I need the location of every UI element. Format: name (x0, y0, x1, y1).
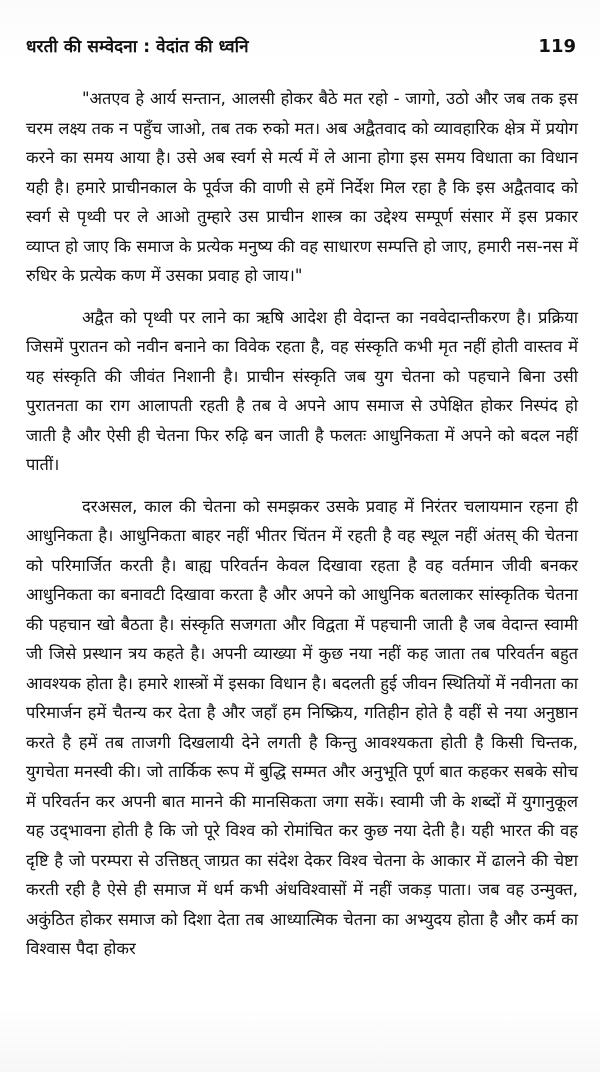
page-header (26, 34, 578, 72)
page-number: 119 (538, 36, 576, 57)
paragraph: अद्वैत को पृथ्वी पर लाने का ऋषि आदेश ही वेदान्त का नववेदान्तीकरण है। प्रक्रिया जिसमें पुरातन को नवीन बनाने का विवेक रहता है, वह संस्कृति कभी मृत नहीं होती वास्तव में यह संस्कृति की जीवंत निशानी है। प्राचीन संस्कृति जब युग चेतना को पहचाने बिना उसी पुरातनता का राग आलापती रहती है तब वे अपने आप समाज से उपेक्षित होकर निस्पंद हो जाती है और ऐसी ही चेतना फिर रुढ़ि बन जाती है फलतः आधुनिकता में अपने को बदल नहीं पातीं। (26, 307, 578, 474)
paragraph: दरअसल, काल की चेतना को समझकर उसके प्रवाह में निरंतर चलायमान रहना ही आधुनिकता है। आधुनिकता बाहर नहीं भीतर चिंतन में रहती है वह स्थूल नहीं अंतस् की चेतना को परिमार्जित करती है। बाह्य परिवर्तन केवल दिखावा रहता है वह वर्तमान जीवी बनकर आधुनिकता का बनावटी दिखावा करता है और अपने को आधुनिक बतलाकर सांस्कृतिक चेतना की पहचान खो बैठता है। संस्कृति सजगता और विद्वता में पहचानी जाती है जब वेदान्त स्वामी जी जिसे प्रस्थान त्रय कहते है। अपनी व्याख्या में कुछ नया नहीं कह जाता तब परिवर्तन बहुत आवश्यक होता है। हमारे शास्त्रों में इसका विधान है। बदलती हुई जीवन स्थितियों में नवीनता का परिमार्जन हमें चैतन्य कर देता है और जहाँ हम निष्क्रिय, गतिहीन होते है वहीं से नया अनुष्ठान करते है हमें तब ताजगी दिखलायी देने लगती है किन्तु आवश्यकता होती है किसी चिन्तक, युगचेता मनस्वी की। जो तार्किक रूप में बुद्धि सम्मत और अनुभूति पूर्ण बात कहकर सबके सोच में परिवर्तन कर अपनी बात मानने की मानसिकता जगा सकें। स्वामी जी के शब्दों में युगानुकूल यह उद्‌भावना होती है कि जो पूरे विश्व को रोमांचित कर कुछ नया देती है। यही भारत की वह दृष्टि है जो परम्परा से उत्तिष्ठत् जाग्रत का संदेश देकर विश्व चेतना के आकार में ढालने की चेष्टा करती रही है ऐसे ही समाज में धर्म कभी अंधविश्वासों में नहीं जकड़ पाता। जब वह उन्मुक्त, अकुंठित होकर समाज को दिशा देता तब आध्यात्मिक चेतना का अभ्युदय होता है और कर्म का विश्वास पैदा होकर (26, 496, 578, 958)
quoted-passage: "अतएव हे आर्य सन्तान, आलसी होकर बैठे मत रहो - जागो, उठो और जब तक इस चरम लक्ष्य तक न पहुँच जाओ, तब तक रुको मत। अब अद्वैतवाद को व्यावहारिक क्षेत्र में प्रयोग करने का समय आया है। उसे अब स्वर्ग से मर्त्य में ले आना होगा इस समय विधाता का विधान यही है। हमारे प्राचीनकाल के पूर्वज की वाणी से हमें निर्देश मिल रहा है कि इस अद्वैतवाद को स्वर्ग से पृथ्वी पर ले आओ तुम्हारे उस प्राचीन शास्त्र का उद्देश्य सम्पूर्ण संसार में इस प्रकार व्याप्त हो जाए कि समाज के प्रत्येक मनुष्य की वह साधारण सम्पत्ति हो जाए, हमारी नस-नस में रुधिर के प्रत्येक कण में उसका प्रवाह हो जाय।" (26, 89, 578, 285)
running-title: धरती की सम्वेदना : वेदांत की ध्वनि (26, 37, 249, 57)
